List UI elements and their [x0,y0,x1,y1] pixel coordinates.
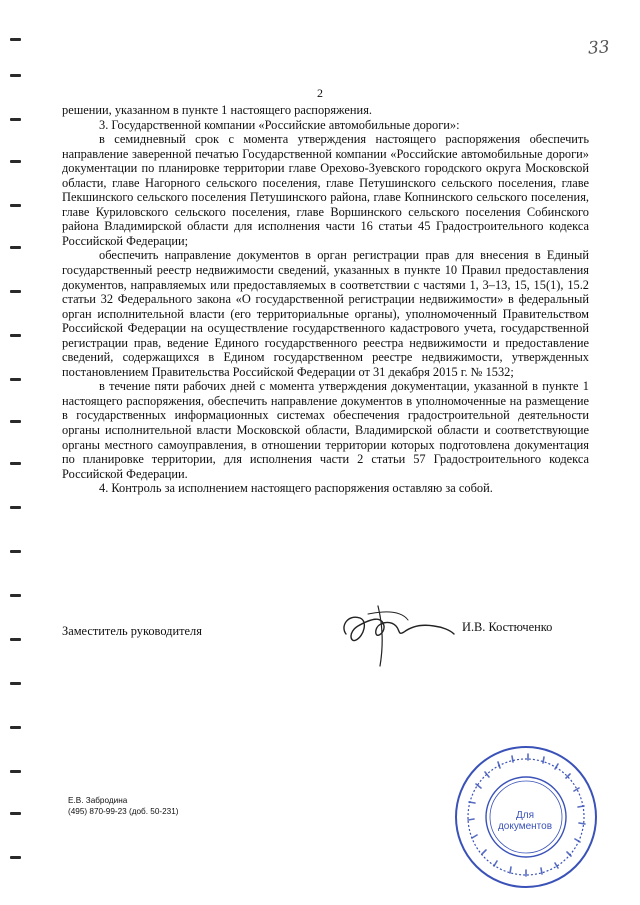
binder-mark [10,856,21,859]
binder-mark [10,550,21,553]
binder-mark [10,160,21,163]
signatory-title: Заместитель руководителя [62,624,202,638]
binder-mark [10,290,21,293]
handwritten-sheet-number: 33 [587,37,611,59]
binder-mark [10,812,21,815]
binder-mark [10,770,21,773]
binder-mark [10,420,21,423]
paragraph: 4. Контроль за исполнением настоящего распоряжения оставляю за собой. [99,481,493,496]
paragraph: решении, указанном в пункте 1 настоящего распоряжения. [62,103,372,117]
binder-mark [10,378,21,381]
stamp-label-line: документов [497,821,553,832]
paragraph: в течение пяти рабочих дней с момента утверждения документации, указанной в пункте 1 настоящего распоряжения, обеспечить направление документов в уполномоченные на размещение в государственных информационных системах обеспечения градостроительной деятельности органы исполнительной власти Московской области, Владимирской области и соответствующие органы местного самоуправления, в отношении территории которых подготовлена документация по планировке территории, для исполнения части 2 статьи 57 Градостроительного кодекса Российской Федерации. [62,379,589,481]
contact-phone: (495) 870-99-23 (доб. 50-231) [68,806,179,816]
binder-mark [10,204,21,207]
binder-mark [10,462,21,465]
contact-name: Е.В. Забродина [68,796,128,805]
contact-block [68,796,179,817]
page-number: 2 [317,86,323,100]
stamp-label [480,810,570,832]
binder-mark [10,682,21,685]
paragraph: 3. Государственной компании «Российские автомобильные дороги»: [99,117,460,132]
binder-mark [10,38,21,41]
paragraph: в семидневный срок с момента утверждения настоящего распоряжения обеспечить направление заверенной печатью Государственной компании «Российские автомобильные дороги» документации по планировке территории главе Орехово-Зуевского городского округа Московской области, главе Нагорного сельского поселения, главе Петушинского сельского поселения, главе Пекшинского сельского поселения Петушинского района, главе Копнинского сельского поселения, главе Куриловского сельского поселения, главе Воршинского сельского поселения Собинского района Владимирской области для исполнения части 16 статьи 45 Градостроительного кодекса Российской Федерации; [62,132,589,248]
paragraph: обеспечить направление документов в орган регистрации прав для внесения в Единый государственный реестр недвижимости сведений, указанных в пункте 10 Правил предоставления документов, направляемых или предоставляемых в соответствии с частями 1, 3–13, 15, 15(1), 15.2 статьи 32 Федерального закона «О государственной регистрации недвижимости» в федеральный орган исполнительной власти (его территориальные органы), уполномоченный Правительством Российской Федерации на осуществление государственного кадастрового учета, государственной регистрации прав, ведение Единого государственного реестра недвижимости и предоставление сведений, содержащихся в Едином государственном реестре недвижимости, утвержденных постановлением Правительства Российской Федерации от 31 декабря 2015 г. № 1532; [62,248,589,379]
binder-mark [10,246,21,249]
binder-mark [10,726,21,729]
binder-mark [10,506,21,509]
binder-mark [10,118,21,121]
binder-mark [10,74,21,77]
binder-mark [10,638,21,641]
document-body [62,103,589,496]
binder-mark [10,334,21,337]
binder-mark [10,594,21,597]
stamp-label-line: Для [515,810,535,821]
binder-hole-marks [10,0,24,905]
handwritten-signature [338,596,458,676]
signatory-name: И.В. Костюченко [462,620,553,634]
